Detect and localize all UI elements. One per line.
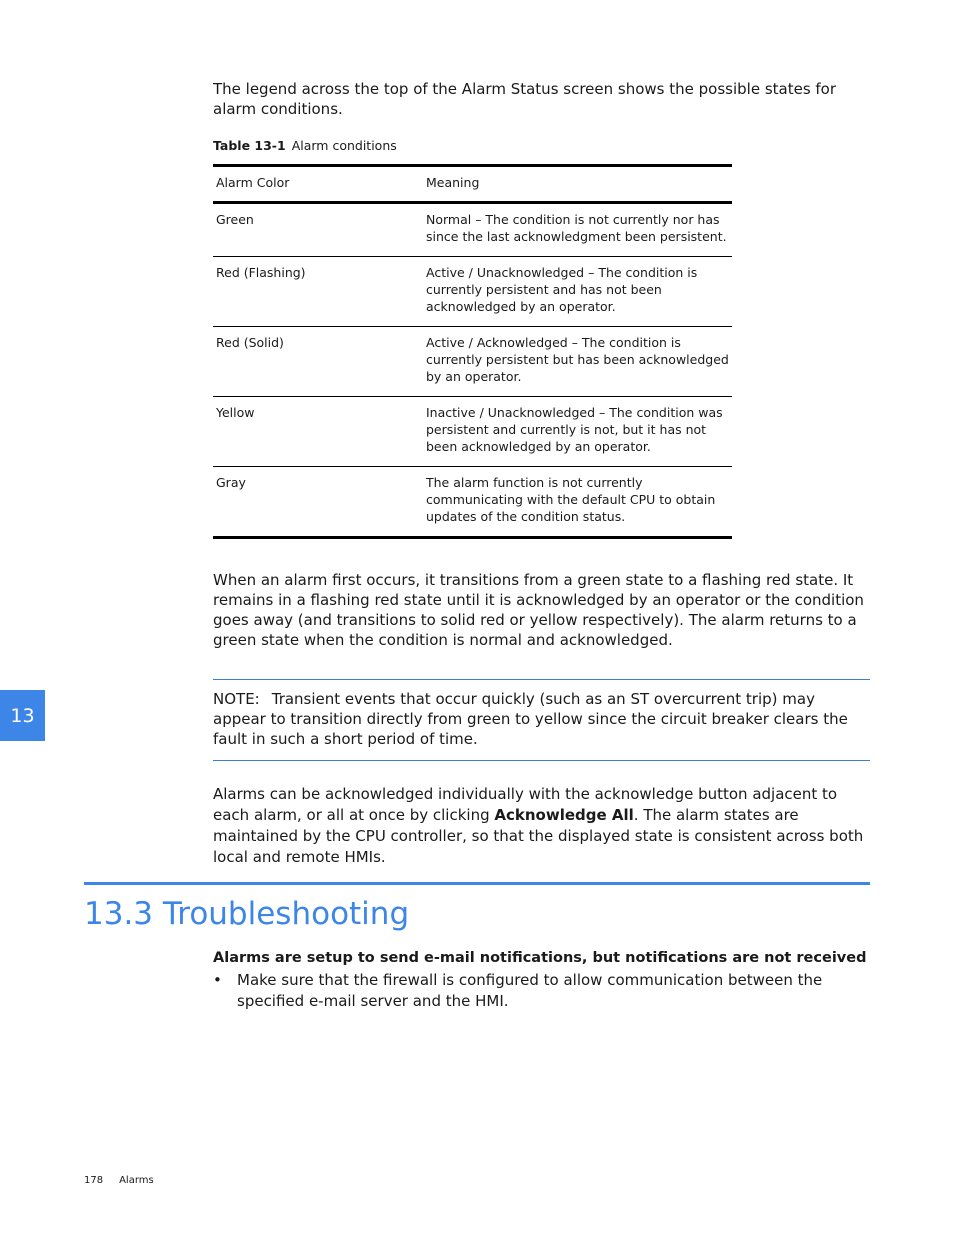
acknowledge-text-end: . The alarm states are maintained by the CPU controller, so that the displayed state is consistent across both local and remote HMIs. [213, 806, 864, 866]
alarm-conditions-table [213, 164, 732, 539]
table-caption-label: Table 13-1 [213, 138, 286, 153]
footer-chapter-name: Alarms [119, 1175, 154, 1186]
table-row [213, 467, 732, 538]
table-row [213, 257, 732, 327]
bullet-icon: • [213, 971, 222, 989]
table-caption-title: Alarm conditions [291, 138, 397, 153]
alarm-color-cell: Gray [216, 475, 246, 490]
alarm-color-cell: Red (Flashing) [213, 257, 423, 327]
meaning-cell: Active / Acknowledged – The condition is currently persistent but has been acknowledged by an operator. [423, 327, 732, 397]
note-text [213, 689, 868, 749]
note-body: Transient events that occur quickly (such as an ST overcurrent trip) may appear to transition directly from green to yellow since the circuit breaker clears the fault in such a short period of time. [213, 690, 848, 748]
meaning-cell: Normal – The condition is not currently nor has since the last acknowledgment been persistent. [423, 203, 732, 257]
acknowledge-text-start: Alarms can be acknowledged individually with the acknowledge button adjacent to each alarm, or all at once by clicking [213, 785, 838, 824]
table-header-row [213, 166, 732, 203]
chapter-tab: 13 [0, 690, 45, 741]
alarm-color-cell: Yellow [213, 397, 423, 467]
meaning-cell: The alarm function is not currently communicating with the default CPU to obtain updates of the condition status. [426, 475, 716, 524]
note-box [213, 679, 870, 761]
meaning-cell: Active / Unacknowledged – The condition is currently persistent and has not been acknowledged by an operator. [423, 257, 732, 327]
acknowledge-all-term: Acknowledge All [494, 806, 634, 824]
section-title: 13.3 Troubleshooting [84, 896, 410, 932]
header-alarm-color: Alarm Color [213, 166, 423, 203]
acknowledge-paragraph [213, 784, 868, 868]
meaning-cell: Inactive / Unacknowledged – The condition was persistent and currently is not, but it has not been acknowledged by an operator. [423, 397, 732, 467]
table-row [213, 327, 732, 397]
troubleshooting-heading: Alarms are setup to send e-mail notifications, but notifications are not received [213, 950, 867, 966]
header-meaning: Meaning [423, 166, 732, 203]
list-item [213, 970, 853, 1012]
table-caption [213, 138, 397, 153]
section-divider [84, 882, 870, 885]
page-footer [84, 1175, 154, 1186]
alarm-color-cell: Green [213, 203, 423, 257]
page-number: 178 [84, 1175, 104, 1186]
table-row [213, 397, 732, 467]
alarm-color-cell: Red (Solid) [213, 327, 423, 397]
table-row [213, 203, 732, 257]
bullet-text: Make sure that the firewall is configured to allow communication between the specified e-mail server and the HMI. [237, 971, 823, 1010]
intro-paragraph: The legend across the top of the Alarm Status screen shows the possible states for alarm conditions. [213, 80, 837, 118]
note-label: NOTE: [213, 690, 260, 708]
alarm-transition-paragraph: When an alarm first occurs, it transitions from a green state to a flashing red state. It remains in a flashing red state until it is acknowledged by an operator or the condition goes away (and transitions to solid red or yellow respectively). The alarm returns to a green state when the condition is normal and acknowledged. [213, 571, 864, 649]
